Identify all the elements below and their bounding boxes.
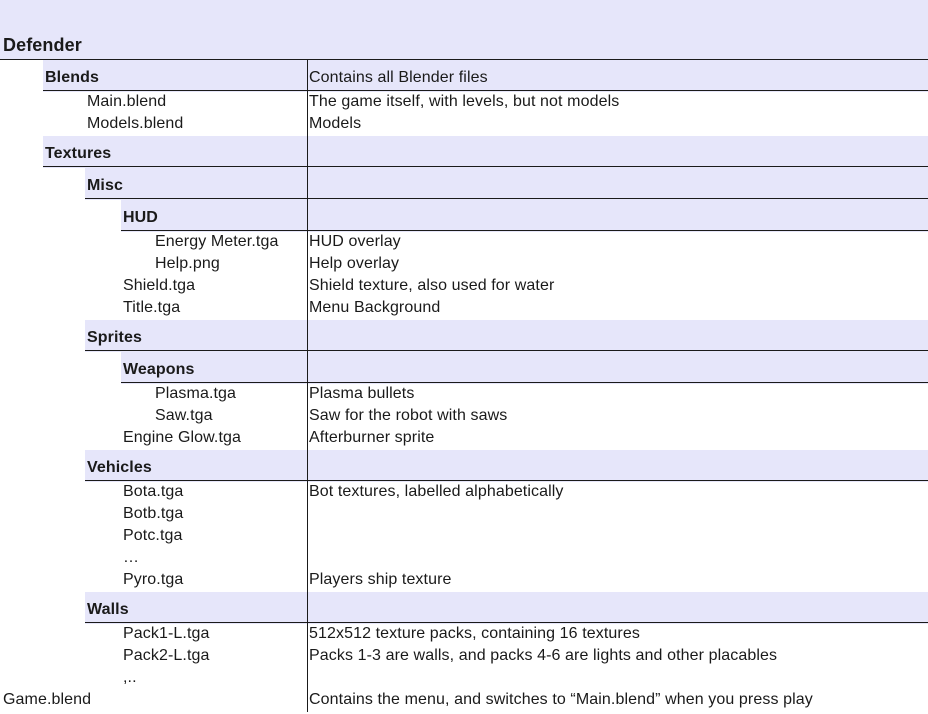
file-description: Bot textures, labelled alphabetically: [309, 483, 564, 500]
heading-label: Blends: [45, 69, 99, 86]
file-name: Help.png: [155, 255, 220, 272]
heading-description: Contains all Blender files: [309, 69, 488, 86]
heading-label: Walls: [87, 601, 129, 618]
file-description: Afterburner sprite: [309, 429, 435, 446]
file-name: Pack1-L.tga: [123, 625, 210, 642]
heading-rule: [43, 90, 928, 91]
heading-rule: [85, 350, 928, 351]
file-description: HUD overlay: [309, 233, 401, 250]
file-name: Main.blend: [87, 93, 167, 110]
file-name: Potc.tga: [123, 527, 183, 544]
file-name: ,..: [123, 669, 137, 686]
file-name: Shield.tga: [123, 277, 196, 294]
file-description: Shield texture, also used for water: [309, 277, 555, 294]
file-name: …: [123, 549, 140, 566]
file-name: Pyro.tga: [123, 571, 184, 588]
heading-band: [85, 592, 928, 624]
file-name: Saw.tga: [155, 407, 213, 424]
file-description: Plasma bullets: [309, 385, 415, 402]
heading-rule: [43, 166, 928, 167]
heading-label: Sprites: [87, 329, 142, 346]
heading-band: [85, 320, 928, 352]
file-name: Title.tga: [123, 299, 181, 316]
file-description: Help overlay: [309, 255, 400, 272]
file-name: Bota.tga: [123, 483, 184, 500]
heading-rule: [85, 198, 928, 199]
heading-rule: [85, 480, 928, 481]
file-name: Game.blend: [3, 691, 92, 708]
file-name: Energy Meter.tga: [155, 233, 279, 250]
title-band: [0, 0, 928, 60]
file-name: Engine Glow.tga: [123, 429, 242, 446]
file-name: Plasma.tga: [155, 385, 237, 402]
heading-band: [121, 352, 928, 384]
file-description: The game itself, with levels, but not models: [309, 93, 620, 110]
file-description: Packs 1-3 are walls, and packs 4-6 are lights and other placables: [309, 647, 778, 664]
heading-label: Textures: [45, 145, 112, 162]
file-description: Menu Background: [309, 299, 441, 316]
heading-rule: [121, 382, 928, 383]
page-title: Defender: [3, 35, 82, 55]
heading-band: [85, 168, 928, 200]
column-divider: [307, 60, 308, 712]
heading-band: [85, 450, 928, 482]
heading-label: Misc: [87, 177, 123, 194]
file-description: 512x512 texture packs, containing 16 textures: [309, 625, 640, 642]
heading-rule: [85, 622, 928, 623]
file-name: Models.blend: [87, 115, 184, 132]
heading-label: Weapons: [123, 361, 195, 378]
heading-band: [121, 200, 928, 232]
heading-label: HUD: [123, 209, 158, 226]
heading-label: Vehicles: [87, 459, 152, 476]
file-description: Models: [309, 115, 362, 132]
heading-band: [43, 136, 928, 168]
file-description: Players ship texture: [309, 571, 452, 588]
heading-rule: [121, 230, 928, 231]
file-description: Saw for the robot with saws: [309, 407, 508, 424]
file-name: Pack2-L.tga: [123, 647, 210, 664]
file-name: Botb.tga: [123, 505, 184, 522]
file-description: Contains the menu, and switches to “Main.blend” when you press play: [309, 691, 813, 708]
